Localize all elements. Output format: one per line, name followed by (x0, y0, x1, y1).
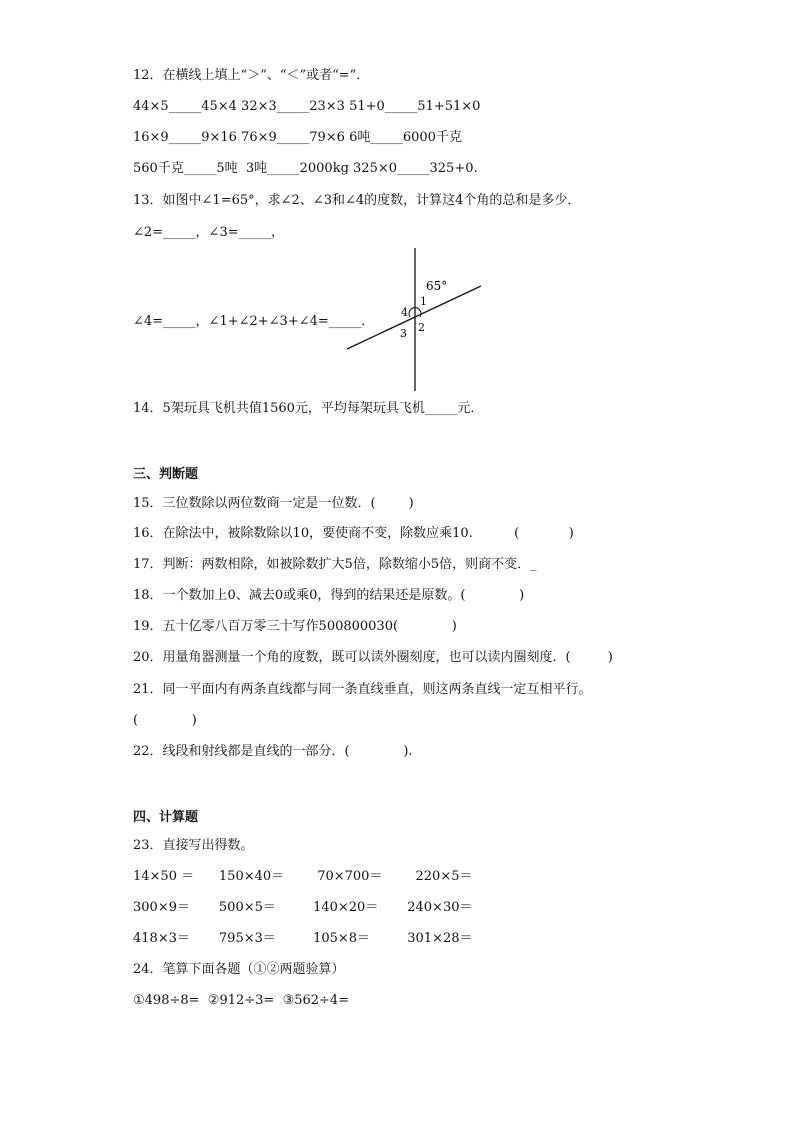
q12-row-2: 16×9_____9×16 76×9_____79×6 6吨_____6000千克 (133, 130, 462, 145)
q16: 16．在除法中，被除数除以10，要使商不变，除数应乘10. ( ) (133, 526, 574, 541)
q24-title: 24．笔算下面各题（①②两题验算） (133, 962, 345, 977)
q19: 19．五十亿零八百万零三十写作500800030( ) (133, 619, 457, 634)
q20: 20．用量角器测量一个角的度数，既可以读外圈刻度，也可以读内圈刻度．( ) (133, 650, 613, 665)
q13-answer-line-2: ∠4=_____，∠1+∠2+∠3+∠4=_____． (133, 314, 375, 329)
q23-title: 23．直接写出得数。 (133, 838, 254, 853)
angle-65-label: 65° (426, 279, 448, 293)
q23-row-3: 418×3＝ 795×3＝ 105×8＝ 301×28＝ (133, 931, 473, 946)
q13-title: 13．如图中∠1=65°，求∠2、∠3和∠4的度数，计算这4个角的总和是多少． (133, 193, 581, 208)
q12-title: 12．在横线上填上“＞”、“＜”或者“=”． (133, 68, 370, 83)
q15: 15．三位数除以两位数商一定是一位数．( ) (133, 496, 414, 511)
q23-row-2: 300×9＝ 500×5＝ 140×20＝ 240×30＝ (133, 900, 473, 915)
q14-text: 14．5架玩具飞机共值1560元，平均每架玩具飞机_____元． (133, 401, 484, 416)
q17: 17．判断：两数相除，如被除数扩大5倍，除数缩小5倍，则商不变．_ (133, 557, 537, 572)
q23-row-1: 14×50 ＝ 150×40＝ 70×700＝ 220×5＝ (133, 869, 473, 884)
intersecting-lines-figure (340, 245, 490, 395)
section-4-heading: 四、计算题 (133, 810, 199, 825)
slanted-line (347, 286, 481, 349)
angle-4-label: 4 (401, 306, 408, 319)
angle-3-label: 3 (400, 327, 407, 340)
q24-problems: ①498÷8= ②912÷3= ③562÷4= (133, 993, 350, 1008)
q21: 21．同一平面内有两条直线都与同一条直线垂直，则这两条直线一定互相平行。 (133, 682, 592, 697)
q18: 18．一个数加上0、减去0或乘0，得到的结果还是原数。( ) (133, 588, 525, 603)
q21-answer-bracket: ( ) (133, 713, 197, 728)
angle-2-label: 2 (418, 321, 425, 334)
q22: 22．线段和射线都是直线的一部分．( ). (133, 744, 413, 759)
q13-answer-line-1: ∠2=_____，∠3=_____， (133, 225, 285, 240)
q12-row-1: 44×5_____45×4 32×3_____23×3 51+0_____51+51×0 (133, 99, 481, 114)
angle-1-label: 1 (420, 295, 427, 308)
q12-row-3: 560千克_____5吨 3吨_____2000kg 325×0_____325+0. (133, 161, 478, 176)
section-3-heading: 三、判断题 (133, 467, 199, 482)
